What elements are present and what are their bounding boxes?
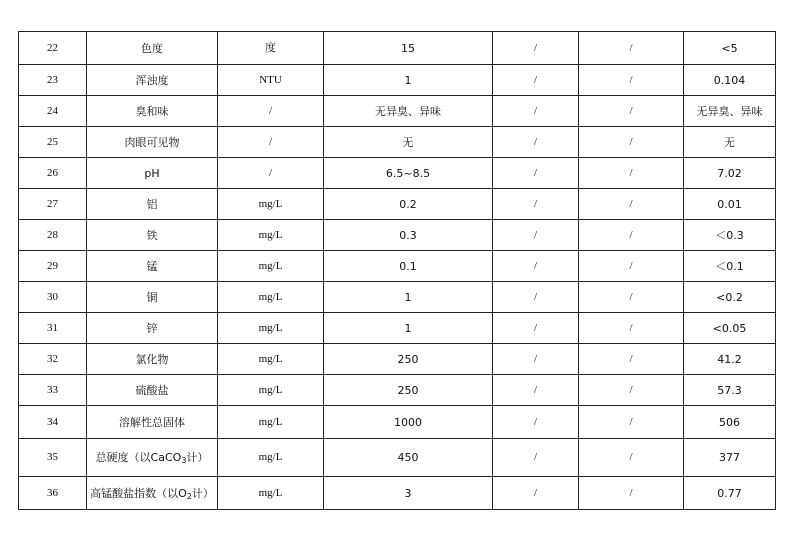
unit-cell: mg/L [218, 189, 324, 220]
standard-limit-cell: 250 [324, 344, 493, 375]
table-row [19, 439, 776, 477]
slash-cell: / [579, 220, 684, 251]
standard-limit-cell: 无异臭、异味 [324, 96, 493, 127]
item-name-cell [87, 477, 218, 510]
slash-cell: / [579, 158, 684, 189]
slash-cell: / [493, 406, 579, 439]
item-name-cell: 铁 [87, 220, 218, 251]
slash-cell: / [579, 439, 684, 477]
slash-cell: / [579, 344, 684, 375]
slash-cell: / [579, 189, 684, 220]
table-row [19, 158, 776, 189]
test-result-cell: 41.2 [684, 344, 776, 375]
slash-cell: / [579, 477, 684, 510]
slash-cell: / [493, 220, 579, 251]
slash-cell: / [579, 251, 684, 282]
table-row [19, 220, 776, 251]
unit-cell: / [218, 127, 324, 158]
test-result-cell: 7.02 [684, 158, 776, 189]
slash-cell: / [493, 65, 579, 96]
row-number-cell: 33 [19, 375, 87, 406]
item-name-cell: 氯化物 [87, 344, 218, 375]
test-result-cell: <0.05 [684, 313, 776, 344]
standard-limit-cell: 250 [324, 375, 493, 406]
item-name-cell: 色度 [87, 32, 218, 65]
slash-cell: / [493, 96, 579, 127]
standard-limit-cell: 1 [324, 282, 493, 313]
item-name-cell: 浑浊度 [87, 65, 218, 96]
item-name-prefix: 总硬度（以CaCO [95, 451, 182, 464]
unit-cell: mg/L [218, 220, 324, 251]
test-result-cell: ＜0.1 [684, 251, 776, 282]
row-number-cell: 23 [19, 65, 87, 96]
slash-cell: / [493, 477, 579, 510]
item-name-suffix: 计） [191, 486, 214, 500]
unit-cell: mg/L [218, 282, 324, 313]
standard-limit-cell: 1 [324, 313, 493, 344]
test-result-cell: 无 [684, 127, 776, 158]
unit-cell: mg/L [218, 406, 324, 439]
table-row [19, 96, 776, 127]
slash-cell: / [493, 189, 579, 220]
slash-cell: / [579, 65, 684, 96]
test-result-cell: 377 [684, 439, 776, 477]
standard-limit-cell: 0.2 [324, 189, 493, 220]
unit-cell: / [218, 158, 324, 189]
test-result-cell: 57.3 [684, 375, 776, 406]
item-name-cell: 硫酸盐 [87, 375, 218, 406]
standard-limit-cell: 0.3 [324, 220, 493, 251]
item-name-cell: 铝 [87, 189, 218, 220]
slash-cell: / [493, 127, 579, 158]
row-number-cell: 35 [19, 439, 87, 477]
document-page [18, 31, 775, 510]
row-number-cell: 27 [19, 189, 87, 220]
item-name-cell [87, 439, 218, 477]
item-name-cell: 锰 [87, 251, 218, 282]
water-quality-table [18, 31, 776, 510]
standard-limit-cell: 1 [324, 65, 493, 96]
item-name-suffix: 计） [186, 451, 209, 464]
item-name-cell: 臭和味 [87, 96, 218, 127]
slash-cell: / [579, 127, 684, 158]
row-number-cell: 32 [19, 344, 87, 375]
slash-cell: / [493, 313, 579, 344]
item-name-cell: pH [87, 158, 218, 189]
unit-cell: mg/L [218, 313, 324, 344]
table-row [19, 313, 776, 344]
table-row [19, 251, 776, 282]
slash-cell: / [493, 251, 579, 282]
item-name-cell: 锌 [87, 313, 218, 344]
row-number-cell: 28 [19, 220, 87, 251]
unit-cell: mg/L [218, 344, 324, 375]
item-name-cell: 溶解性总固体 [87, 406, 218, 439]
unit-cell: / [218, 96, 324, 127]
row-number-cell: 34 [19, 406, 87, 439]
unit-cell: NTU [218, 65, 324, 96]
row-number-cell: 29 [19, 251, 87, 282]
slash-cell: / [493, 282, 579, 313]
row-number-cell: 24 [19, 96, 87, 127]
unit-cell: mg/L [218, 251, 324, 282]
standard-limit-cell: 1000 [324, 406, 493, 439]
row-number-cell: 25 [19, 127, 87, 158]
standard-limit-cell: 15 [324, 32, 493, 65]
table-row [19, 406, 776, 439]
slash-cell: / [493, 158, 579, 189]
item-name-subscript: 2 [186, 491, 192, 501]
standard-limit-cell: 无 [324, 127, 493, 158]
slash-cell: / [579, 406, 684, 439]
test-result-cell: 无异臭、异味 [684, 96, 776, 127]
table-row [19, 65, 776, 96]
unit-cell: mg/L [218, 439, 324, 477]
table-row [19, 477, 776, 510]
slash-cell: / [493, 439, 579, 477]
row-number-cell: 22 [19, 32, 87, 65]
table-row [19, 375, 776, 406]
slash-cell: / [493, 375, 579, 406]
slash-cell: / [579, 96, 684, 127]
test-result-cell: 506 [684, 406, 776, 439]
row-number-cell: 30 [19, 282, 87, 313]
slash-cell: / [579, 375, 684, 406]
slash-cell: / [493, 344, 579, 375]
test-result-cell: 0.77 [684, 477, 776, 510]
table-body [19, 32, 776, 510]
row-number-cell: 31 [19, 313, 87, 344]
test-result-cell: <0.2 [684, 282, 776, 313]
standard-limit-cell: 3 [324, 477, 493, 510]
slash-cell: / [579, 282, 684, 313]
standard-limit-cell: 450 [324, 439, 493, 477]
table-row [19, 282, 776, 313]
item-name-cell: 铜 [87, 282, 218, 313]
slash-cell: / [579, 32, 684, 65]
standard-limit-cell: 6.5~8.5 [324, 158, 493, 189]
row-number-cell: 36 [19, 477, 87, 510]
test-result-cell: 0.01 [684, 189, 776, 220]
slash-cell: / [579, 313, 684, 344]
table-row [19, 189, 776, 220]
unit-cell: 度 [218, 32, 324, 65]
item-name-subscript: 3 [181, 456, 187, 465]
test-result-cell: 0.104 [684, 65, 776, 96]
item-name-cell: 肉眼可见物 [87, 127, 218, 158]
table-row [19, 127, 776, 158]
unit-cell: mg/L [218, 375, 324, 406]
standard-limit-cell: 0.1 [324, 251, 493, 282]
test-result-cell: <5 [684, 32, 776, 65]
row-number-cell: 26 [19, 158, 87, 189]
slash-cell: / [493, 32, 579, 65]
unit-cell: mg/L [218, 477, 324, 510]
table-row [19, 32, 776, 65]
test-result-cell: ＜0.3 [684, 220, 776, 251]
item-name-prefix: 高锰酸盐指数（以O [90, 486, 187, 500]
table-row [19, 344, 776, 375]
